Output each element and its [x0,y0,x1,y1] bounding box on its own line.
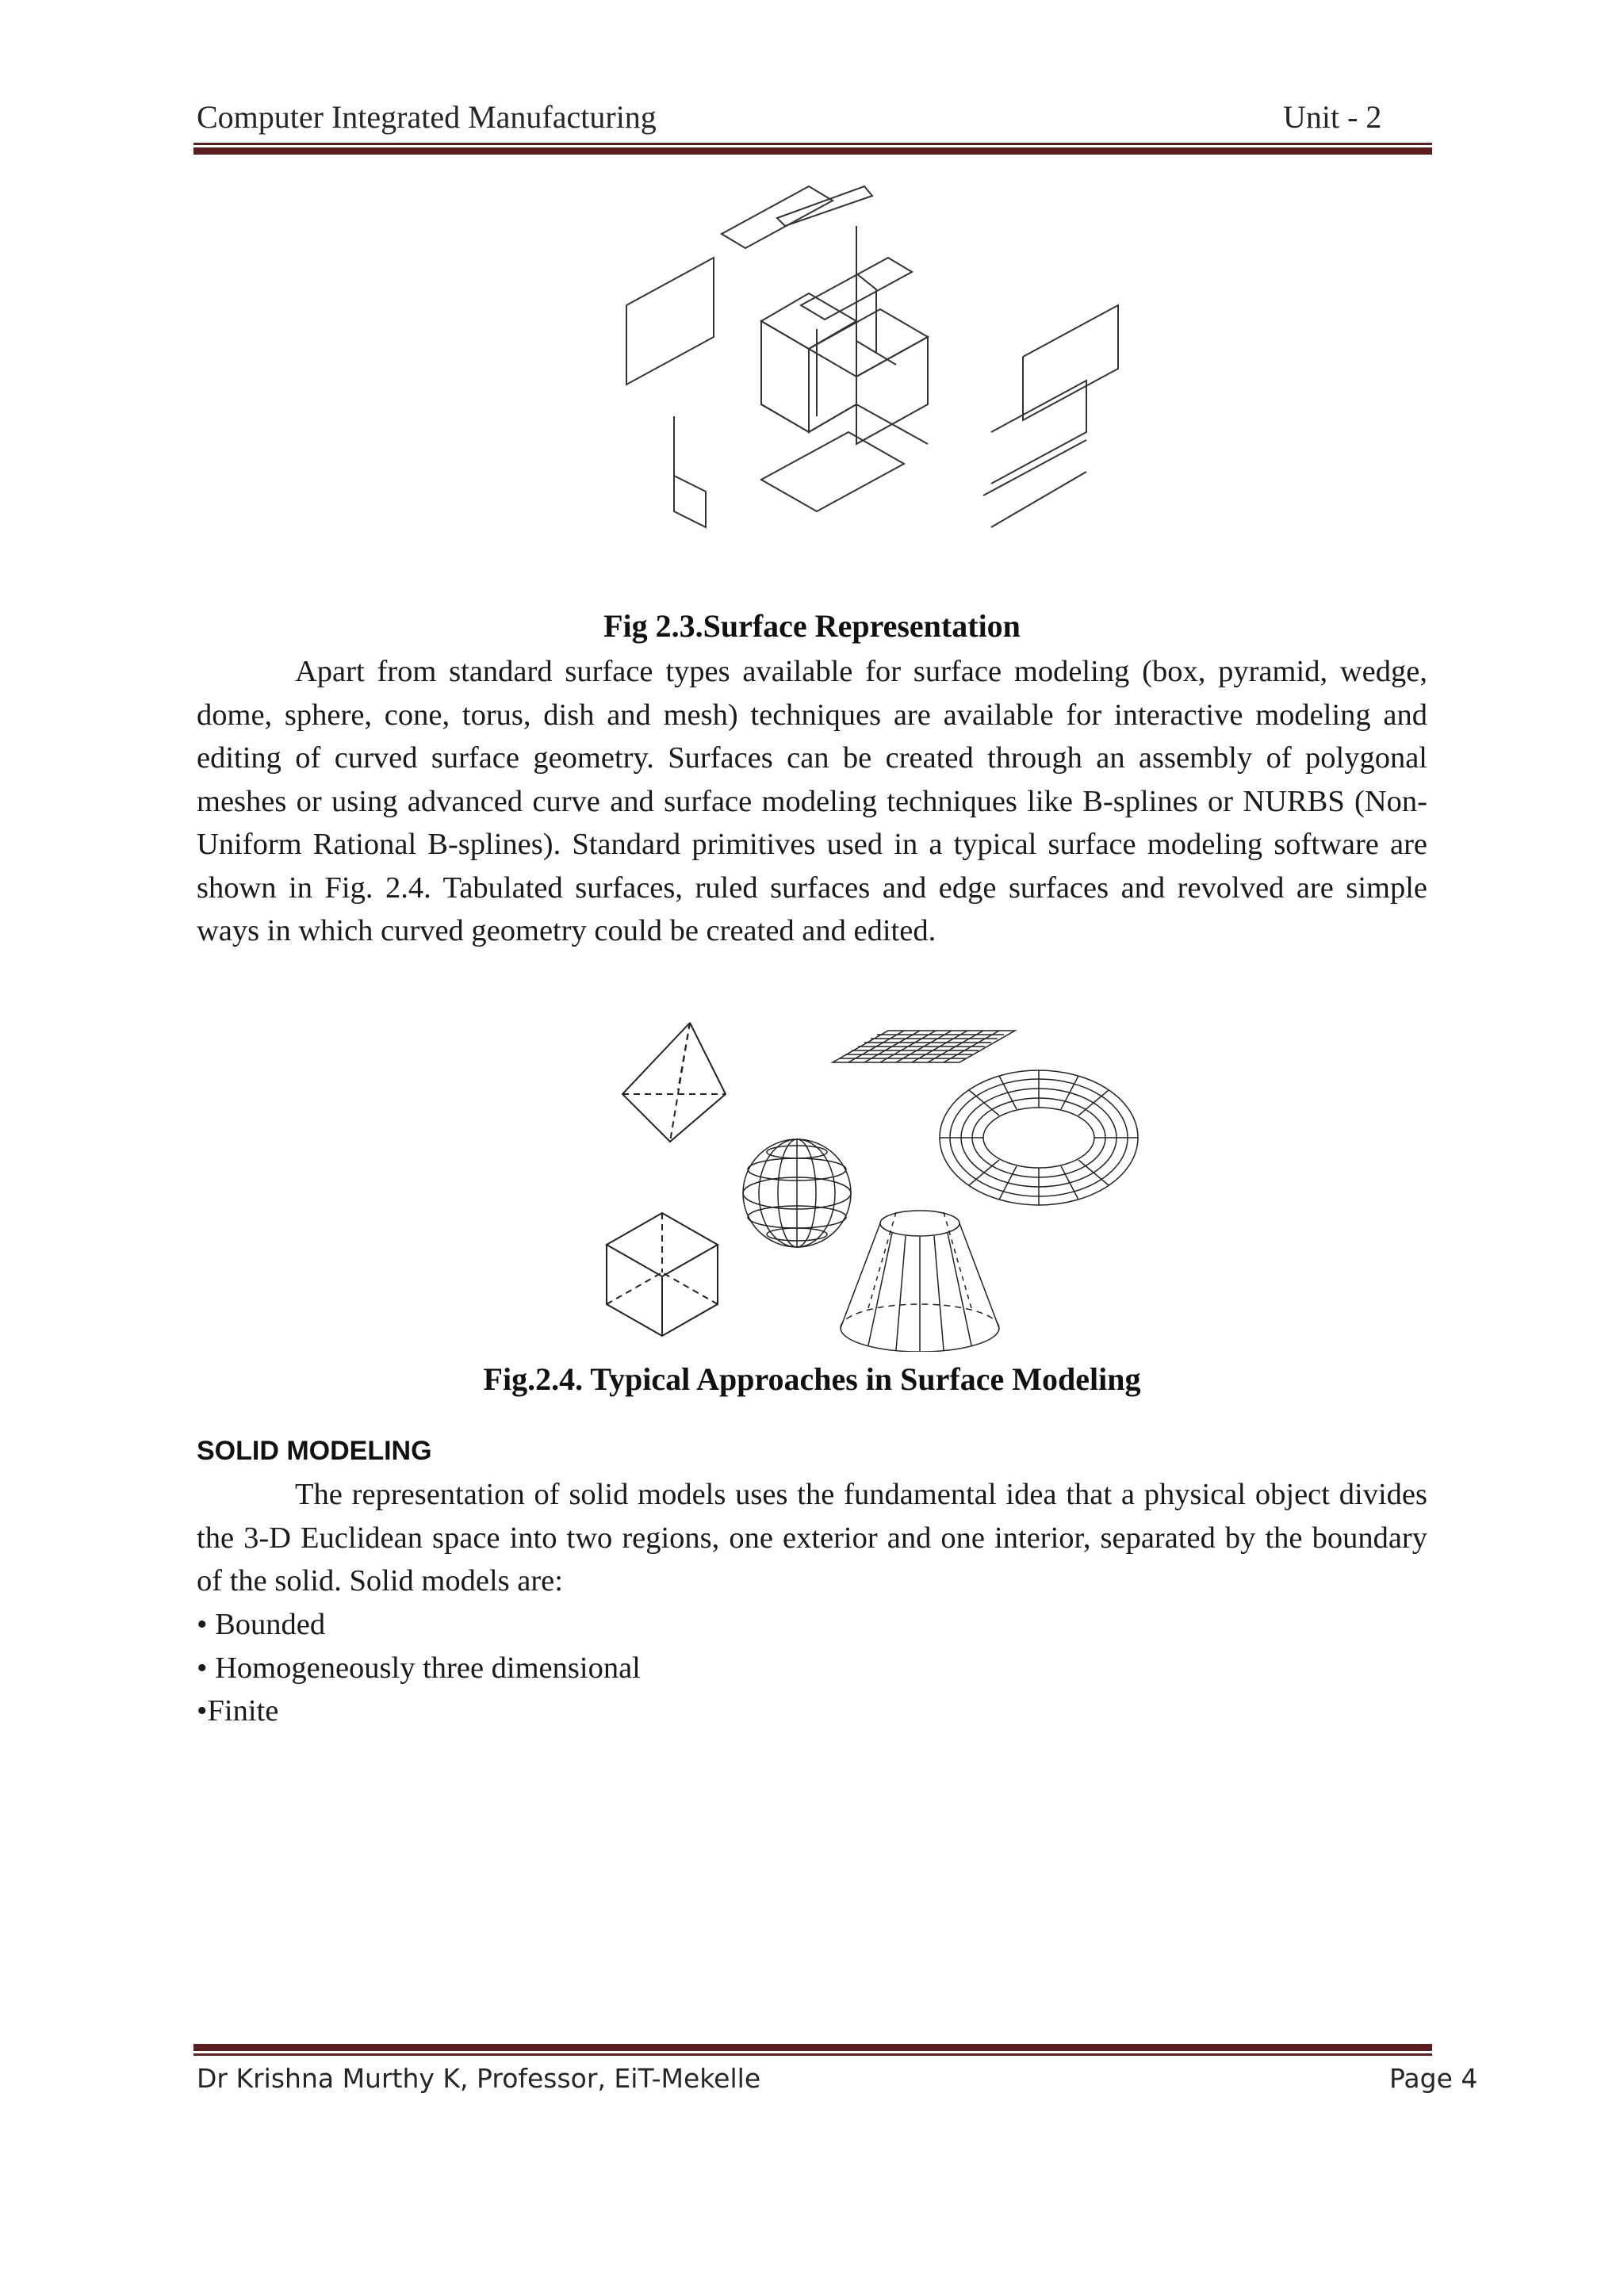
header-rule-thick [193,147,1432,155]
footer-rule-thick [193,2044,1432,2051]
footer-author: Dr Krishna Murthy K, Professor, EiT-Mekelle [197,2063,761,2094]
list-item: •Finite [197,1694,279,1728]
figure-2-4-caption: Fig.2.4. Typical Approaches in Surface Modeling [483,1361,1141,1397]
sphere-primitive [743,1139,851,1247]
list-item: • Bounded [197,1608,326,1641]
torus-primitive [940,1070,1138,1205]
section-heading: SOLID MODELING [197,1436,432,1466]
figure-2-3-caption: Fig 2.3.Surface Representation [603,608,1021,644]
header-rule-thin [193,143,1432,145]
mesh-primitive [833,1031,1015,1062]
cone-primitive [841,1211,999,1352]
box-primitive [607,1213,718,1336]
surface-primitives-figure [603,1019,1158,1352]
solid-modeling-paragraph: The representation of solid models uses the fundamental idea that a physical object divides the 3-D Euclidean space into two regions, one exterior and one interior, separated by the boundary of the solid. Solid models are: [197,1478,1427,1598]
solid-model-properties-list [197,1603,641,1733]
pyramid-primitive [622,1023,726,1142]
page-number: Page 4 [1389,2063,1478,2094]
surface-representation-figure [611,178,1134,607]
footer-rule-thin [193,2053,1432,2056]
surface-modeling-paragraph: Apart from standard surface types available for surface modeling (box, pyramid, wedge, dome, sphere, cone, torus, dish and mesh) techniques are available for interactive modeling and editing of curved surface geometry. Surfaces can be created through an assembly of polygonal meshes or using advanced curve and surface modeling techniques like B-splines or NURBS (Non-Uniform Rational B-splines). Standard primitives used in a typical surface modeling software are shown in Fig. 2.4. Tabulated surfaces, ruled surfaces and edge surfaces and revolved are simple ways in which curved geometry could be created and edited. [197,655,1427,947]
list-item: • Homogeneously three dimensional [197,1651,641,1685]
header-unit: Unit - 2 [1283,99,1382,135]
header-title: Computer Integrated Manufacturing [197,99,657,135]
